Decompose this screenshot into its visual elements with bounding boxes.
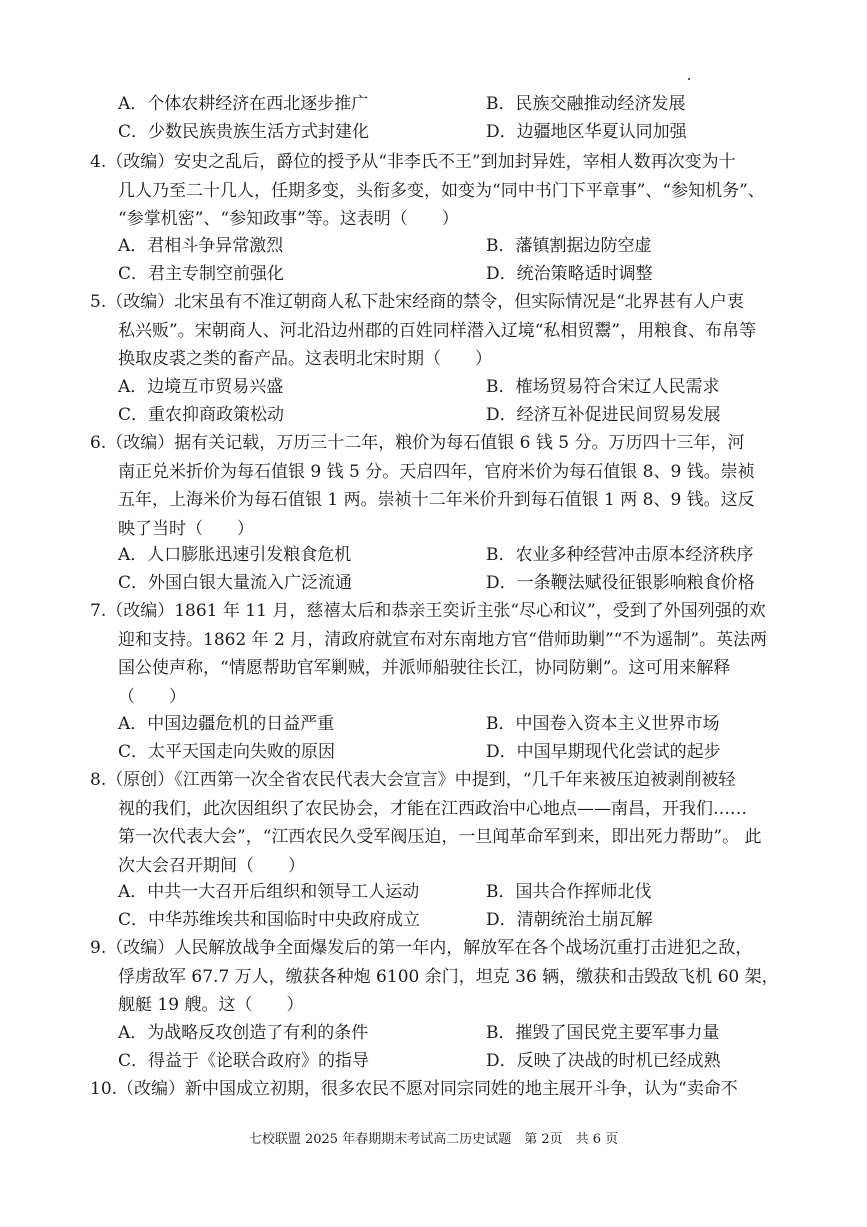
- question-line: 私兴贩”。宋朝商人、河北沿边州郡的百姓同样潜入辽境“私相贸鬻”，用粮食、布帛等: [118, 320, 757, 341]
- option-d: D．边疆地区华夏认同加强: [486, 122, 687, 142]
- option-d: D．统治策略适时调整: [486, 264, 653, 284]
- question-line: 4.（改编）安史之乱后，爵位的授予从“非李氏不王”到加封异姓，宰相人数再次变为十: [90, 152, 736, 172]
- question-10: [90, 1075, 778, 1104]
- option-d: D．清朝统治土崩瓦解: [486, 910, 653, 930]
- scan-dot: [688, 78, 690, 80]
- q3-options: [118, 90, 778, 146]
- q9-options: [118, 1019, 778, 1075]
- option-b: B．农业多种经营冲击原本经济秩序: [486, 545, 754, 565]
- option-a: A．中国边疆危机的日益严重: [118, 714, 335, 734]
- option-c: C．中华苏维埃共和国临时中央政府成立: [118, 910, 421, 930]
- question-6: [90, 429, 778, 543]
- option-b: B．民族交融推动经济发展: [486, 94, 686, 114]
- option-c: C．外国白银大量流入广泛流通: [118, 573, 353, 593]
- q7-options: [118, 710, 778, 766]
- question-5: [90, 288, 778, 374]
- option-a: A．中共一大召开后组织和领导工人运动: [118, 882, 420, 902]
- question-8: [90, 766, 778, 880]
- option-b: B．国共合作挥师北伐: [486, 882, 652, 902]
- question-line: 9.（改编）人民解放战争全面爆发后的第一年内，解放军在各个战场沉重打击进犯之敌，: [90, 938, 753, 958]
- option-c: C．太平天国走向失败的原因: [118, 742, 336, 762]
- option-b: B．藩镇割据边防空虚: [486, 236, 652, 256]
- option-b: B．摧毁了国民党主要军事力量: [486, 1023, 720, 1043]
- question-line: 第一次代表大会”，“江西农民久受军阀压迫，一旦闻革命军到来，即出死力帮助”。 此: [118, 827, 762, 847]
- question-line: 8.（原创）《江西第一次全省农民代表大会宣言》中提到，“几千年来被压迫被剥削被轻: [90, 770, 736, 790]
- option-c: C．重农抑商政策松动: [118, 405, 285, 425]
- option-c: C．得益于《论联合政府》的指导: [118, 1051, 370, 1071]
- question-9: [90, 934, 779, 1020]
- question-line: 几人乃至二十几人，任期多变，头衔多变，如变为“同中书门下平章事”、“参知机务”、: [118, 180, 765, 201]
- question-7: [90, 597, 778, 711]
- option-a: A．人口膨胀迅速引发粮食危机: [118, 545, 352, 565]
- option-d: D．反映了决战的时机已经成熟: [486, 1051, 721, 1071]
- question-line: 五年，上海米价为每石值银 1 两。崇祯十二年米价升到每石值银 1 两 8、9 钱。这反: [118, 490, 755, 510]
- option-a: A．为战略反攻创造了有利的条件: [118, 1023, 369, 1043]
- option-a: A．君相斗争异常激烈: [118, 236, 284, 256]
- option-c: C．少数民族贵族生活方式封建化: [118, 122, 370, 142]
- question-line: 俘虏敌军 67.7 万人，缴获各种炮 6100 余门，坦克 36 辆，缴获和击毁敌飞机 60 架，: [118, 966, 779, 987]
- option-d: D．一条鞭法赋役征银影响粮食价格: [486, 573, 755, 593]
- question-line: 舰艇 19 艘。这（ ）: [118, 995, 304, 1015]
- question-line: 5.（改编）北宋虽有不准辽朝商人私下赴宋经商的禁令，但实际情况是“北界甚有人户衷: [90, 292, 744, 312]
- question-line: 次大会召开期间（ ）: [118, 855, 305, 876]
- q5-options: [118, 373, 778, 429]
- question-line: 映了当时（ ）: [118, 518, 254, 539]
- option-a: A．边境互市贸易兴盛: [118, 377, 284, 397]
- q4-options: [118, 232, 778, 288]
- option-c: C．君主专制空前强化: [118, 264, 285, 284]
- option-a: A．个体农耕经济在西北逐步推广: [118, 94, 369, 114]
- question-line: 换取皮裘之类的畜产品。这表明北宋时期（ ）: [118, 349, 492, 369]
- question-line: “参掌机密”、“参知政事”等。这表明（ ）: [118, 209, 459, 229]
- option-d: D．经济互补促进民间贸易发展: [486, 405, 721, 425]
- question-line: 10.（改编）新中国成立初期，很多农民不愿对同宗同姓的地主展开斗争，认为“卖命不: [90, 1079, 738, 1099]
- q6-options: [118, 541, 778, 597]
- question-4: [90, 148, 778, 234]
- page-footer: 七校联盟 2025 年春期期末考试高二历史试题 第 2页 共 6 页: [248, 1132, 619, 1147]
- option-b: B．榷场贸易符合宋辽人民需求: [486, 377, 720, 397]
- question-line: 7.（改编）1861 年 11 月，慈禧太后和恭亲王奕䜣主张“尽心和议”，受到了外国列强的欢: [90, 601, 766, 621]
- question-line: 视的我们，此次因组织了农民协会，才能在江西政治中心地点——南昌，开我们……: [118, 798, 747, 819]
- question-line: 迎和支持。1862 年 2 月，清政府就宣布对东南地方官“借师助剿”“不为遥制”。英法两: [118, 629, 768, 650]
- question-line: 6.（改编）据有关记载，万历三十二年，粮价为每石值银 6 钱 5 分。万历四十三年，河: [90, 433, 745, 453]
- option-b: B．中国卷入资本主义世界市场: [486, 714, 720, 734]
- option-d: D．中国早期现代化尝试的起步: [486, 742, 721, 762]
- question-line: 国公使声称，“情愿帮助官军剿贼，并派师船驶往长江，协同防剿”。这可用来解释: [118, 658, 731, 678]
- question-line: 南正兑米折价为每石值银 9 钱 5 分。天启四年，官府米价为每石值银 8、9 钱。崇祯: [118, 461, 755, 482]
- q8-options: [118, 878, 778, 934]
- question-line: （ ）: [118, 686, 186, 707]
